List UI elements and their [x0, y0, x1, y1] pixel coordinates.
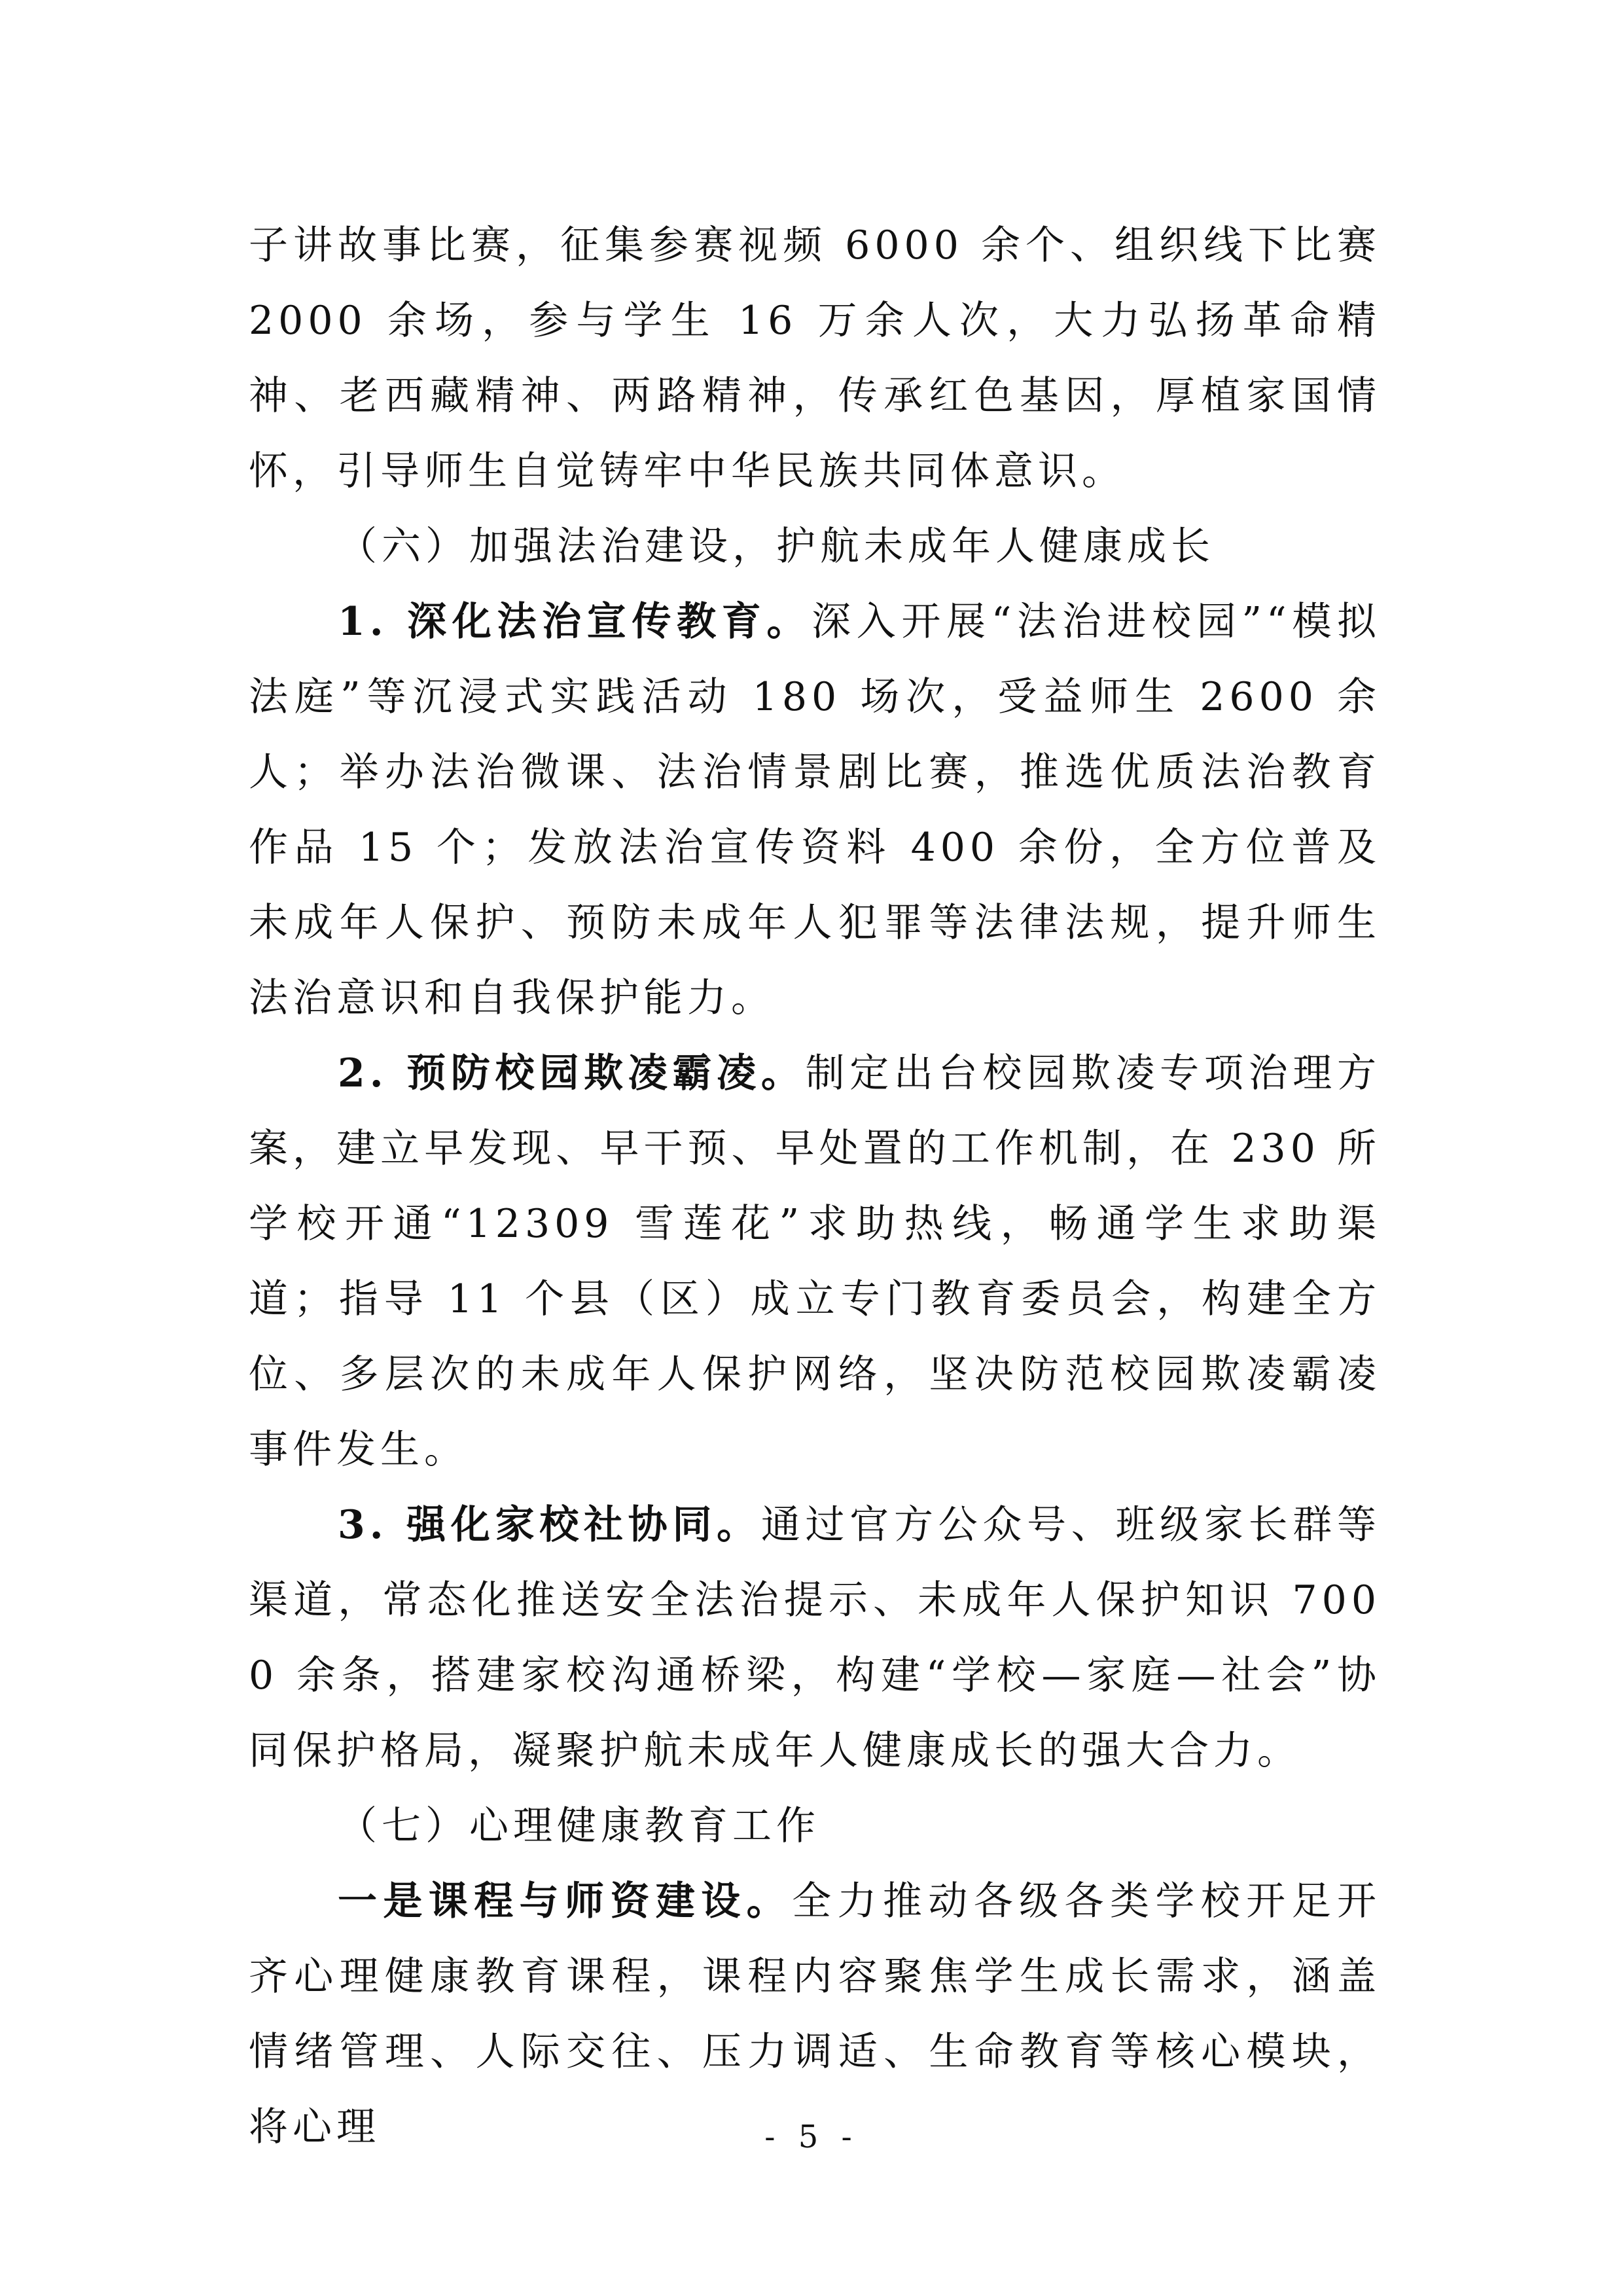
paragraph-body-home-school-society: 通过官方公众号、班级家长群等渠道，常态化推送安全法治提示、未成年人保护知识 7000 余条，搭建家校沟通桥梁，构建“学校—家庭—社会”协同保护格局，凝聚护航未成年人健康成长的强大合力。 [249, 1502, 1381, 1774]
paragraph-lead-curriculum-teachers: 一是课程与师资建设。 [338, 1878, 793, 1924]
page-number: - 5 - [764, 2119, 859, 2155]
paragraph-lead-legal-education: 1. 深化法治宣传教育。 [338, 599, 812, 645]
paragraph-body-anti-bullying: 制定出台校园欺凌专项治理方案，建立早发现、早干预、早处置的工作机制，在 230 所学校开通“12309 雪莲花”求助热线，畅通学生求助渠道；指导 11 个县（区）成立专门教育委员会，构建全方位、多层次的未成年人保护网络，坚决防范校园欺凌霸凌事件发生。 [249, 1050, 1381, 1473]
paragraph-body-curriculum-teachers: 全力推动各级各类学校开足开齐心理健康教育课程，课程内容聚焦学生成长需求，涵盖情绪管理、人际交往、压力调适、生命教育等核心模块，将心理 [249, 1878, 1382, 2150]
paragraph-legal-education [249, 584, 1381, 1036]
document-body [249, 208, 1381, 2165]
paragraph-lead-anti-bullying: 2. 预防校园欺凌霸凌。 [338, 1050, 806, 1096]
paragraph-lead-home-school-society: 3. 强化家校社协同。 [338, 1502, 761, 1548]
paragraph-anti-bullying [249, 1036, 1381, 1488]
section-heading-7: （七）心理健康教育工作 [338, 1803, 820, 1849]
paragraph-continuation: 子讲故事比赛，征集参赛视频 6000 余个、组织线下比赛 2000 余场，参与学生 16 万余人次，大力弘扬革命精神、老西藏精神、两路精神，传承红色基因，厚植家国情怀，引导师生自觉铸牢中华民族共同体意识。 [249, 223, 1381, 494]
section-heading-6: （六）加强法治建设，护航未成年人健康成长 [338, 524, 1215, 569]
paragraph-home-school-society [249, 1488, 1381, 1789]
paragraph-body-legal-education: 深入开展“法治进校园”“模拟法庭”等沉浸式实践活动 180 场次，受益师生 2600 余人；举办法治微课、法治情景剧比赛，推选优质法治教育作品 15 个；发放法治宣传资料 400 余份，全方位普及未成年人保护、预防未成年人犯罪等法律法规，提升师生法治意识和自我保护能力。 [249, 599, 1381, 1021]
